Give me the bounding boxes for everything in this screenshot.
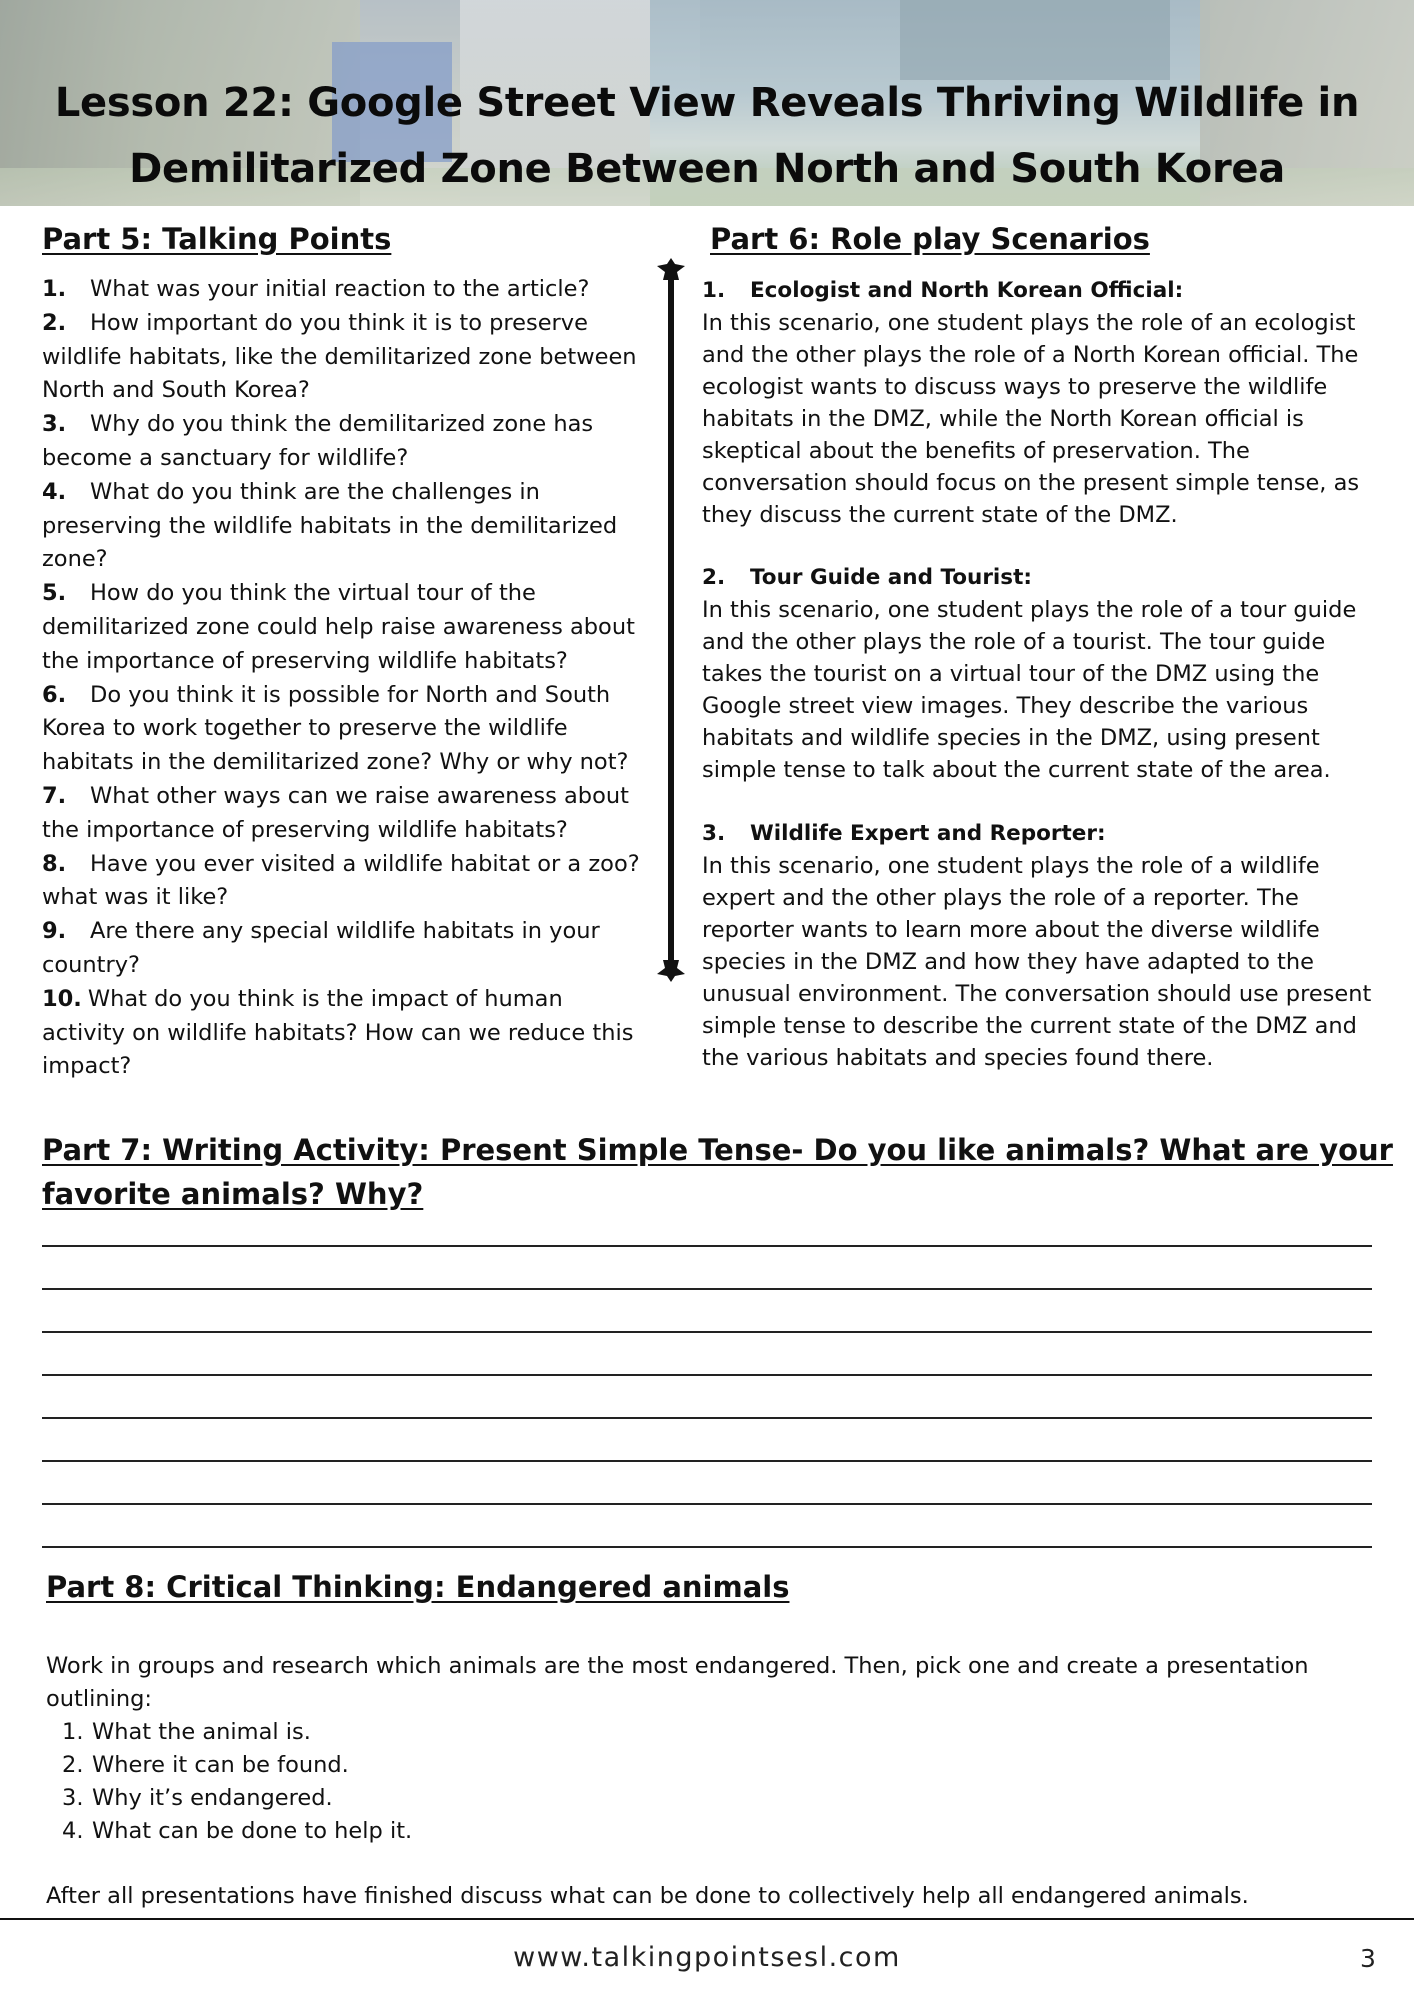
talking-point-number: 2. <box>42 309 67 336</box>
part6-title: Part 6: Role play Scenarios <box>710 222 1150 256</box>
talking-point <box>42 780 652 848</box>
part8-title: Part 8: Critical Thinking: Endangered animals <box>46 1570 790 1604</box>
talking-point-text: What do you think is the impact of human activity on wildlife habitats? How can we reduce this impact? <box>42 985 634 1080</box>
column-divider <box>668 268 674 968</box>
list-item-number: 1. <box>62 1719 84 1745</box>
talking-point-number: 6. <box>42 681 67 708</box>
scenario-heading <box>702 818 1392 850</box>
scenario-number: 2. <box>702 565 726 590</box>
scenario-text: In this scenario, one student plays the role of a wildlife expert and the other plays the role of a reporter. The reporter wants to learn more about the diverse wildlife species in the DMZ and how they have adapted to the unusual environment. The conversation should use present simple tense to describe the current state of the DMZ and the various habitats and species found there. <box>702 853 1372 1071</box>
part5-title: Part 5: Talking Points <box>42 222 392 256</box>
critical-thinking-intro <box>46 1650 1376 1716</box>
list-item <box>62 1716 412 1749</box>
talking-point-text: Do you think it is possible for North and South Korea to work together to preserve the wildlife habitats in the demilitarized zone? Why or why not? <box>42 681 629 776</box>
part7-title-line-1: Part 7: Writing Activity: Present Simple Tense- Do you like animals? What are your <box>42 1133 1393 1167</box>
list-item-number: 2. <box>62 1752 84 1778</box>
scenario-text: In this scenario, one student plays the role of an ecologist and the other plays the role of a North Korean official. The ecologist wants to discuss ways to preserve the wildlife habitats in the DMZ, while the North Korean official is skeptical about the benefits of preservation. The conversation should focus on the present simple tense, as they discuss the current state of the DMZ. <box>702 310 1360 528</box>
scenario-number: 3. <box>702 821 726 846</box>
talking-point-number: 4. <box>42 478 67 505</box>
scenario-heading <box>702 562 1392 594</box>
talking-point-text: Have you ever visited a wildlife habitat or a zoo? what was it like? <box>42 850 640 911</box>
list-item <box>62 1749 412 1782</box>
list-item <box>62 1815 412 1848</box>
writing-line[interactable] <box>42 1245 1372 1247</box>
list-item-number: 3. <box>62 1785 84 1811</box>
talking-point-number: 1. <box>42 276 67 302</box>
scenario-heading-text: Wildlife Expert and Reporter: <box>750 821 1106 846</box>
header-banner <box>0 0 1414 206</box>
scenario-heading-text: Ecologist and North Korean Official: <box>750 278 1184 303</box>
writing-line[interactable] <box>42 1374 1372 1376</box>
divider-cap-bottom-icon <box>657 960 685 982</box>
talking-point-text: How do you think the virtual tour of the demilitarized zone could help raise awareness about the importance of preserving wildlife habitats? <box>42 580 635 674</box>
scenario-text: In this scenario, one student plays the role of a tour guide and the other plays the role of a tourist. The tour guide takes the tourist on a virtual tour of the DMZ using the Google street view images. They describe the various habitats and wildlife species in the DMZ, using present simple tense to talk about the current state of the area. <box>702 597 1357 783</box>
talking-point <box>42 476 652 577</box>
list-item <box>62 1782 412 1815</box>
critical-thinking-intro-line-1: Work in groups and research which animals are the most endangered. Then, pick one and create a presentation <box>46 1653 1309 1679</box>
talking-point-number: 9. <box>42 918 67 945</box>
talking-point-text: Are there any special wildlife habitats in your country? <box>42 918 600 978</box>
talking-point-number: 7. <box>42 782 67 809</box>
list-item-text: Where it can be found. <box>92 1752 349 1778</box>
writing-line[interactable] <box>42 1288 1372 1290</box>
scenario-number: 1. <box>702 278 726 303</box>
scenario-heading <box>702 275 1392 307</box>
role-play-scenario <box>702 562 1392 786</box>
part7-title-line-2: favorite animals? Why? <box>42 1177 424 1211</box>
critical-thinking-intro-line-2: outlining: <box>46 1686 152 1712</box>
footer-divider <box>0 1918 1414 1920</box>
scenario-heading-text: Tour Guide and Tourist: <box>750 565 1032 590</box>
writing-line[interactable] <box>42 1417 1372 1419</box>
talking-point <box>42 848 652 916</box>
role-play-scenario <box>702 275 1392 531</box>
talking-point-text: What was your initial reaction to the article? <box>90 276 590 302</box>
list-item-text: What can be done to help it. <box>92 1818 413 1844</box>
talking-point <box>42 915 652 983</box>
writing-line[interactable] <box>42 1460 1372 1462</box>
talking-point <box>42 983 652 1084</box>
list-item-number: 4. <box>62 1818 84 1844</box>
role-play-scenario <box>702 818 1392 1074</box>
talking-point-text: What do you think are the challenges in preserving the wildlife habitats in the demilitarized zone? <box>42 478 618 573</box>
talking-point <box>42 307 652 408</box>
talking-point <box>42 273 652 307</box>
talking-point-number: 3. <box>42 411 67 438</box>
list-item-text: Why it’s endangered. <box>92 1785 333 1811</box>
talking-point <box>42 577 652 678</box>
talking-point-text: How important do you think it is to preserve wildlife habitats, like the demilitarized zone between North and South Korea? <box>42 309 637 404</box>
part7-title <box>42 1128 1393 1216</box>
writing-line[interactable] <box>42 1546 1372 1548</box>
talking-point-number: 8. <box>42 850 67 877</box>
talking-point-text: What other ways can we raise awareness about the importance of preserving wildlife habitats? <box>42 782 629 843</box>
critical-thinking-list <box>62 1716 412 1848</box>
critical-thinking-closing: After all presentations have finished discuss what can be done to collectively help all endangered animals. <box>46 1883 1249 1909</box>
writing-line[interactable] <box>42 1331 1372 1333</box>
talking-point-text: Why do you think the demilitarized zone has become a sanctuary for wildlife? <box>42 411 594 471</box>
page-number: 3 <box>1360 1944 1376 1973</box>
page-title-line-1: Lesson 22: Google Street View Reveals Thriving Wildlife in <box>54 80 1360 126</box>
list-item-text: What the animal is. <box>92 1719 311 1745</box>
talking-point-number: 10. <box>42 985 82 1012</box>
talking-point <box>42 679 652 780</box>
footer-url[interactable]: www.talkingpointsesl.com <box>513 1942 901 1973</box>
page-title <box>0 70 1414 202</box>
talking-points-list <box>42 273 652 1084</box>
writing-line[interactable] <box>42 1503 1372 1505</box>
talking-point-number: 5. <box>42 580 67 607</box>
page-title-line-2: Demilitarized Zone Between North and South Korea <box>129 146 1285 192</box>
talking-point <box>42 408 652 476</box>
